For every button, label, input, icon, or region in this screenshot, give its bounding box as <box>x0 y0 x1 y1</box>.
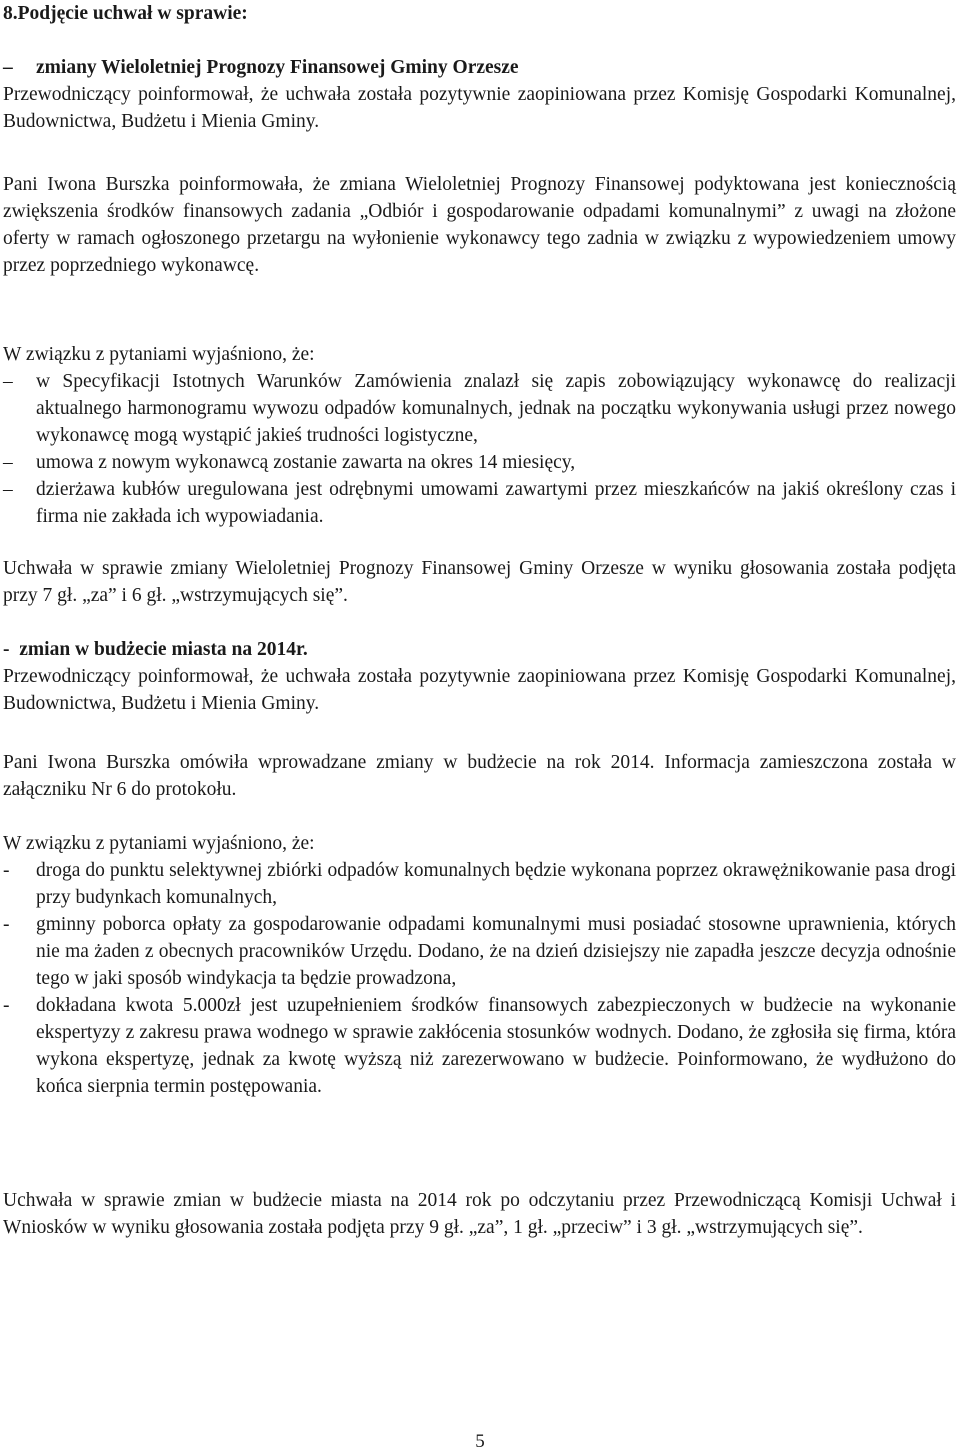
page-number: 5 <box>475 1431 485 1452</box>
dash-marker: – <box>3 452 13 473</box>
budget-questions-intro: W związku z pytaniami wyjaśniono, że: <box>3 833 315 854</box>
topic-budget-title-text: zmian w budżecie miasta na 2014r. <box>19 639 308 660</box>
dash-marker: – <box>3 57 13 78</box>
list-item <box>3 368 956 449</box>
list-item-text: droga do punktu selektywnej zbiórki odpadów komunalnych będzie wykonana poprzez okrawężnikowanie pasa drogi przy budynkach komunalnych, <box>36 860 956 908</box>
list-item-text: gminny poborca opłaty za gospodarowanie odpadami komunalnymi musi posiadać stosowne uprawnienia, których nie ma żaden z obecnych pracowników Urzędu. Dodano, że na dzień dzisiejszy nie zapadła jeszcze decyzja odnośnie tego w jaki sposób windykacja ta będzie prowadzona, <box>36 914 956 989</box>
section-heading: 8.Podjęcie uchwał w sprawie: <box>3 3 248 24</box>
dash-marker: - <box>3 914 10 935</box>
list-item-text: w Specyfikacji Istotnych Warunków Zamówienia znalazł się zapis zobowiązujący wykonawcę do realizacji aktualnego harmonogramu wywozu odpadów komunalnych, jednak na początku wykonywania usługi przez nowego wykonawcę mogą wystąpić jakieś trudności logistyczne, <box>36 371 956 446</box>
list-item-text: dzierżawa kubłów uregulowana jest odrębnymi umowami zawartymi przez mieszkańców na jakiś określony czas i firma nie zakłada ich wypowiadania. <box>36 479 956 527</box>
topic-wpf-title <box>3 54 960 81</box>
budget-vote-result: Uchwała w sprawie zmian w budżecie miasta na 2014 rok po odczytaniu przez Przewodniczącą Komisji Uchwał i Wniosków w wyniku głosowania została podjęta przy 9 gł. „za”, 1 gł. „przeciw” i 3 gł. „wstrzymujących się”. <box>3 1190 956 1238</box>
list-item-text: dokładana kwota 5.000zł jest uzupełnieniem środków finansowych zabezpieczonych w budżecie na wykonanie ekspertyzy z zakresu prawa wodnego w sprawie zakłócenia stosunków wodnych. Dodano, że zgłosiła się firma, która wykona ekspertyzę, jednak za kwotę wyższą niż zarezerwowano w budżecie. Poinformowano, że wydłużono do końca sierpnia termin postępowania. <box>36 995 956 1097</box>
wpf-questions-intro: W związku z pytaniami wyjaśniono, że: <box>3 344 315 365</box>
budget-burszka-paragraph: Pani Iwona Burszka omówiła wprowadzane zmiany w budżecie na rok 2014. Informacja zamieszczona została w załączniku Nr 6 do protokołu. <box>3 752 956 800</box>
list-item <box>3 911 956 992</box>
list-item-text: umowa z nowym wykonawcą zostanie zawarta na okres 14 miesięcy, <box>36 452 576 473</box>
dash-marker: - <box>3 639 10 660</box>
wpf-chair-paragraph: Przewodniczący poinformował, że uchwała została pozytywnie zaopiniowana przez Komisję Gospodarki Komunalnej, Budownictwa, Budżetu i Mienia Gminy. <box>3 84 956 132</box>
wpf-explanations-list <box>3 368 956 530</box>
list-item <box>3 449 956 476</box>
dash-marker: - <box>3 860 10 881</box>
wpf-vote-result: Uchwała w sprawie zmiany Wieloletniej Prognozy Finansowej Gminy Orzesze w wyniku głosowania została podjęta przy 7 gł. „za” i 6 gł. „wstrzymujących się”. <box>3 558 956 606</box>
wpf-burszka-paragraph: Pani Iwona Burszka poinformowała, że zmiana Wieloletniej Prognozy Finansowej podyktowana jest koniecznością zwiększenia środków finansowych zadania „Odbiór i gospodarowanie odpadami komunalnymi” z uwagi na złożone oferty w ramach ogłoszonego przetargu na wyłonienie wykonawcy tego zadnia w związku z wypowiedzeniem umowy przez poprzedniego wykonawcę. <box>3 174 956 276</box>
dash-marker: – <box>3 479 13 500</box>
dash-marker: – <box>3 371 13 392</box>
topic-budget-title <box>3 636 956 663</box>
list-item <box>3 992 956 1100</box>
list-item <box>3 476 956 530</box>
budget-chair-paragraph: Przewodniczący poinformował, że uchwała została pozytywnie zaopiniowana przez Komisję Gospodarki Komunalnej, Budownictwa, Budżetu i Mienia Gminy. <box>3 666 956 714</box>
topic-wpf-title-text: zmiany Wieloletniej Prognozy Finansowej Gminy Orzesze <box>36 57 519 78</box>
budget-explanations-list <box>3 857 956 1100</box>
dash-marker: - <box>3 995 10 1016</box>
list-item <box>3 857 956 911</box>
